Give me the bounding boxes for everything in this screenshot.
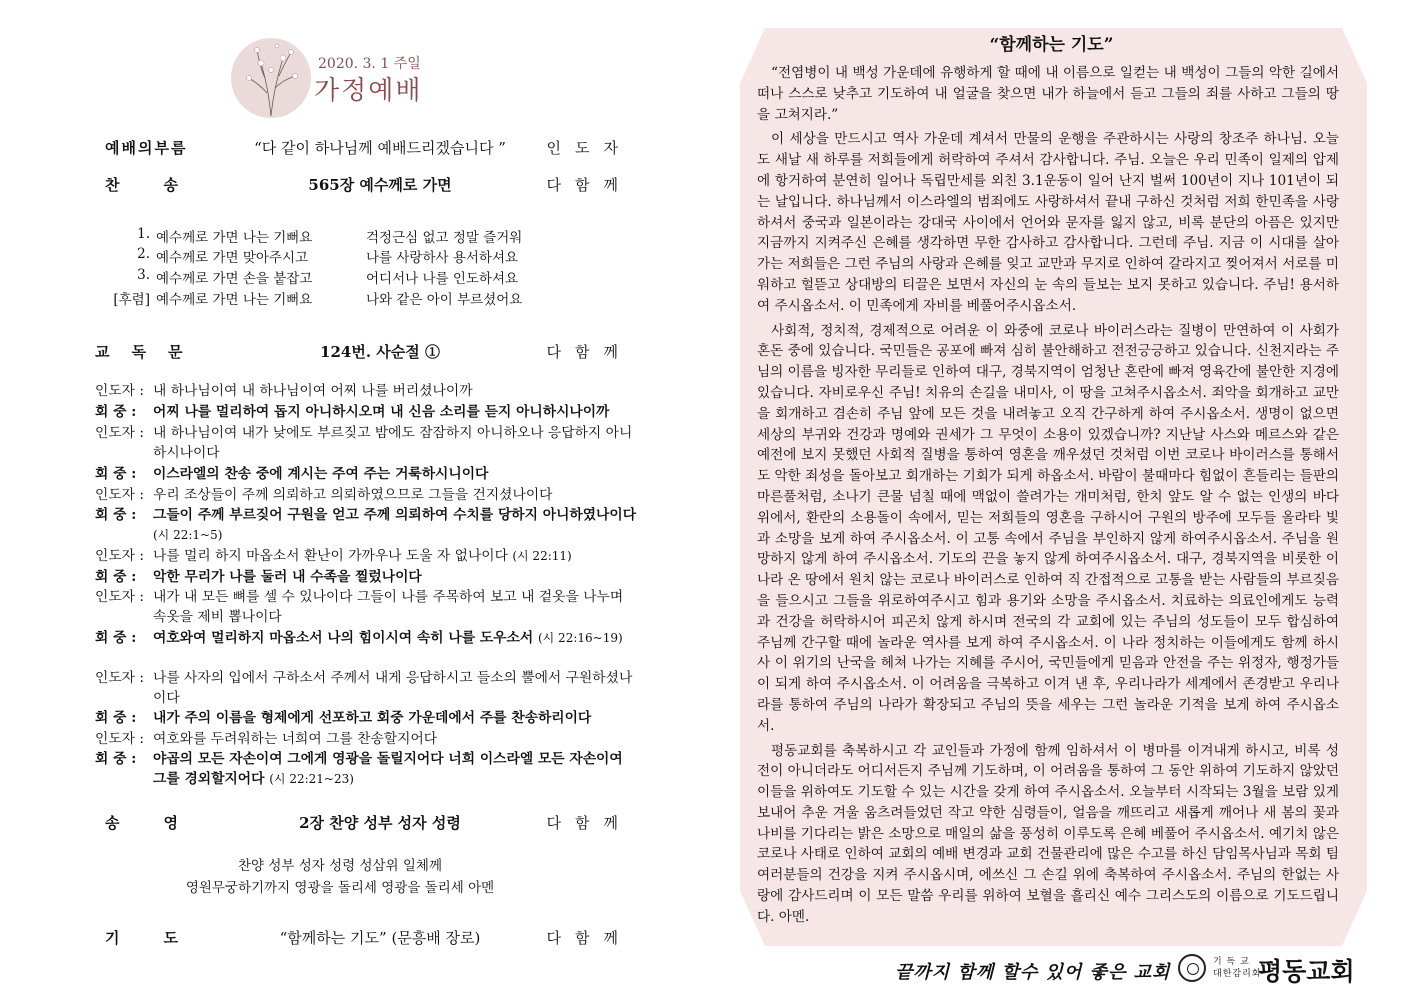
- flower-icon: [231, 38, 311, 118]
- page-title: 가정예배: [314, 76, 423, 106]
- responsive-reading-row: [95, 341, 640, 363]
- doxology-row: [95, 812, 640, 834]
- line-text: 이스라엘의 찬송 중에 계시는 주여 주는 거룩하시니이다: [153, 466, 489, 482]
- row-content: 2장 찬양 성부 성자 성령: [299, 814, 461, 832]
- row-label: 예배의부름: [105, 139, 188, 157]
- responsive-line: [95, 381, 640, 401]
- row-leader: 인도자: [546, 139, 632, 157]
- prayer-paragraph: 이 세상을 만드시고 역사 가운데 계셔서 만물의 운행을 주관하시는 사랑의 창조주 하나님. 오늘도 새날 새 하루를 저희들에게 허락하여 주셔서 감사합니다. 주님. 오늘은 우리 민족이 일제의 압제에 항거하여 분연히 일어나 독립만세를 외친 3.1운동이 일어 난지 벌써 100년이 지나 101년이 되는 날입니다. 하나님께서 이스라엘의 범죄에도 사랑하셔서 끝내 구하신 것처럼 저희 한민족을 사랑하셔서 중국과 일본이라는 강대국 사이에서 언어와 문자를 잃지 않고, 비록 분단의 아픔은 있지만 지금까지 지켜주신 은혜를 생각하면 무한 감사하고 감사합니다. 그런데 주님. 지금 이 시대를 살아가는 저희들은 그런 주님의 사랑과 은혜를 잊고 교만과 무지로 인하여 갈라지고 찢어져서 서로를 미워하고 헐뜯고 상대방의 티끌은 보면서 자신의 눈 속의 들보는 보지 못하고 있습니다. 주님! 용서하여 주시옵소서. 이 민족에게 자비를 베풀어주시옵소서.: [757, 131, 1339, 314]
- verse-line-b: 걱정근심 없고 정말 즐거워: [366, 230, 523, 246]
- line-text-wrap: [153, 708, 640, 728]
- row-leader: 다함께: [546, 929, 632, 947]
- line-text: 야곱의 모든 자손이여 그에게 영광을 돌릴지어다 너희 이스라엘 모든 자손이여 그를 경외할지어다: [153, 751, 623, 787]
- call-to-worship-row: [95, 137, 640, 159]
- church-slogan: 끝까지 함께 할수 있어 좋은 교회: [895, 962, 1171, 983]
- service-date: 2020. 3. 1 주일: [318, 56, 421, 72]
- row-content: 124번. 사순절 ①: [320, 343, 440, 361]
- hymn-verse: [108, 288, 548, 306]
- line-text: 우리 조상들이 주께 의뢰하고 의뢰하였으므로 그들을 건지셨나이다: [153, 487, 553, 503]
- speaker: 인도자 :: [95, 670, 145, 686]
- denomination-line: 대한감리회: [1213, 969, 1262, 979]
- scripture-reference: (시 22:1~5): [153, 528, 223, 542]
- line-text-wrap: [153, 464, 640, 484]
- prayer-row: [95, 927, 640, 949]
- speaker: 인도자 :: [95, 425, 145, 441]
- speaker: 인도자 :: [95, 731, 145, 747]
- speaker: 인도자 :: [95, 589, 145, 605]
- verse-line-b: 어디서나 나를 인도하셔요: [366, 271, 519, 287]
- line-text: 내가 내 모든 뼈를 셀 수 있나이다 그들이 나를 주목하여 보고 내 겉옷을 나누며 속옷을 제비 뽑나이다: [153, 589, 624, 625]
- speaker: 회 중 :: [95, 404, 137, 420]
- hymn-verse: [108, 226, 548, 244]
- line-text-wrap: [153, 628, 640, 648]
- line-text: 여호와여 멀리하지 마옵소서 나의 힘이시여 속히 나를 도우소서: [153, 630, 534, 646]
- line-text: 내 하나님이여 내가 낮에도 부르짖고 밤에도 잠잠하지 아니하오나 응답하지 아니하시나이다: [153, 425, 633, 461]
- prayer-paragraph: 사회적, 정치적, 경제적으로 어려운 이 와중에 코로나 바이러스라는 질병이 만연하여 이 사회가 혼돈 중에 있습니다. 국민들은 공포에 빠져 심히 불안해하고 전전긍긍하고 있습니다. 신천지라는 주님의 이름을 빙자한 무리들로 인하여 대구, 경북지역이 엄청난 혼란에 빠져 영육간에 불안한 지경에 있습니다. 자비로우신 주님! 치유의 손길을 내미사, 이 땅을 고쳐주시옵소서. 죄악을 회개하고 교만을 회개하고 겸손히 주님 앞에 모든 것을 내려놓고 오직 간구하게 하여 주시옵소서. 생명이 없으면 세상의 부귀와 건강과 명예와 권세가 그 무엇이 소용이 있겠습니까? 지난날 사스와 메르스와 같은 예전에 보지 못했던 사회적 질병을 통하여 영혼을 깨우셨던 것처럼 이번 코로나 바이러스를 통해서도 악한 죄성을 돌아보고 회개하는 기회가 되게 하옵소서. 바람이 불때마다 힘없이 흔들리는 들판의 마른풀처럼, 소나기 큰물 넘칠 때에 맥없이 쓸려가는 개미처럼, 한치 앞도 알 수 없는 인생의 바다 위에서, 환란의 소용돌이 속에서, 믿는 저희들의 영혼을 구하시어 구원의 방주에 모두들 올라타 빛과 소망을 보게 하여 주시옵소서. 이 고통 속에서 주님을 부인하지 않게 하여주시옵소서. 주님을 원망하지 않게 하여 주시옵소서. 기도의 끈을 놓지 않게 하여주시옵소서. 대구, 경북지역을 비롯한 이 나라 온 땅에서 원치 않는 코로나 바이러스로 인하여 직 간접적으로 고통을 받는 사람들의 부르짖음을 들으시고 그들을 위로하여주시고 힘과 용기와 소망을 주시옵소서. 치료하는 의료인에게도 능력과 건강을 허락하시어 피곤치 않게 하시며 전국의 각 교회에 있는 주님의 성도들이 모두 합심하여 주님께 간구할 때에 놀라운 역사를 보게 하여 주시옵소서. 이 나라 정치하는 이들에게도 함께 하시 사 이 위기의 난국을 헤쳐 나가는 지혜를 주시어, 국민들에게 믿음과 안전을 주는 위정자, 행정가들이 되게 하여 주시옵소서. 이 어려움을 극복하고 이겨 낸 후, 우리나라가 세계에서 존경받고 우리나라를 통하여 주님의 나라가 확장되고 주님의 뜻을 세우는 그런 놀라운 기적을 보게 하여 주시옵소서.: [757, 322, 1339, 734]
- methodist-seal-icon: [1178, 954, 1206, 982]
- line-text-wrap: [153, 402, 640, 422]
- line-text: 내 하나님이여 내 하나님이여 어찌 나를 버리셨나이까: [153, 383, 473, 399]
- hymn-verse: [108, 246, 548, 264]
- responsive-line: [95, 505, 640, 545]
- row-content: 565장 예수께로 가면: [308, 176, 452, 194]
- line-text: 내가 주의 이름을 형제에게 선포하고 회중 가운데에서 주를 찬송하리이다: [153, 710, 592, 726]
- line-text: 여호와를 두려워하는 너희여 그를 찬송할지어다: [153, 731, 438, 747]
- prayer-page: [700, 0, 1403, 992]
- line-text: 악한 무리가 나를 둘러 내 수족을 찔렀나이다: [153, 569, 422, 585]
- hymn-verse: [108, 267, 548, 285]
- responsive-line: [95, 546, 640, 566]
- verse-number: 2.: [137, 246, 150, 262]
- line-text: 나를 사자의 입에서 구하소서 주께서 내게 응답하시고 들소의 뿔에서 구원하셨나이다: [153, 670, 633, 706]
- speaker: 인도자 :: [95, 548, 145, 564]
- prayer-body: [757, 63, 1339, 932]
- responsive-line: [95, 587, 640, 627]
- line-text-wrap: [153, 587, 640, 627]
- row-label: 기도: [105, 929, 222, 947]
- responsive-line: [95, 423, 640, 463]
- verse-number: [후렴]: [113, 292, 150, 308]
- doxology-line: 영원무궁하기까지 영광을 돌리세 영광을 돌리세 아멘: [185, 880, 495, 896]
- line-text: 나를 멀리 하지 마옵소서 환난이 가까우나 도울 자 없나이다: [153, 548, 508, 564]
- line-text-wrap: [153, 546, 640, 566]
- responsive-line: [95, 729, 640, 749]
- denomination-label: [1213, 956, 1261, 980]
- responsive-line: [95, 402, 640, 422]
- speaker: 회 중 :: [95, 507, 137, 523]
- verse-line-b: 나를 사랑하사 용서하셔요: [366, 250, 519, 266]
- line-text-wrap: [153, 729, 640, 749]
- line-text-wrap: [153, 485, 640, 505]
- row-label: 교독문: [95, 343, 205, 361]
- row-content: “다 같이 하나님께 예배드리겠습니다 ”: [254, 139, 506, 157]
- line-text: 어찌 나를 멀리하여 돕지 아니하시오며 내 신음 소리를 듣지 아니하시나이까: [153, 404, 610, 420]
- speaker: 회 중 :: [95, 630, 137, 646]
- line-text-wrap: [153, 668, 640, 708]
- responsive-line: [95, 668, 640, 708]
- flower-illustration: [231, 38, 311, 118]
- responsive-line: [95, 485, 640, 505]
- responsive-line: [95, 628, 640, 648]
- prayer-title: “함께하는 기도”: [989, 35, 1114, 55]
- church-name: 평동교회: [1258, 957, 1355, 986]
- speaker: 회 중 :: [95, 569, 137, 585]
- speaker: 회 중 :: [95, 751, 137, 767]
- hymn-row: [95, 174, 640, 196]
- scripture-reference: (시 22:11): [512, 549, 572, 563]
- prayer-paragraph: “전염병이 내 백성 가운데에 유행하게 할 때에 내 이름으로 일컫는 내 백성이 그들의 악한 길에서 떠나 스스로 낮추고 기도하여 내 얼굴을 찾으면 내가 하늘에서 듣고 그들의 죄를 사하고 그들의 땅을 고쳐지라.”: [757, 65, 1339, 123]
- doxology-line: 찬양 성부 성자 성령 성삼위 일체께: [237, 858, 443, 874]
- verse-line-a: 예수께로 가면 맞아주시고: [156, 250, 309, 266]
- responsive-line: [95, 464, 640, 484]
- line-text-wrap: [153, 505, 640, 545]
- line-text-wrap: [153, 381, 640, 401]
- responsive-line: [95, 567, 640, 587]
- speaker: 인도자 :: [95, 383, 145, 399]
- denomination-line: 기 독 교: [1213, 957, 1250, 967]
- verse-line-a: 예수께로 가면 나는 기뻐요: [156, 230, 313, 246]
- row-leader: 다함께: [546, 343, 632, 361]
- row-leader: 다함께: [546, 176, 632, 194]
- prayer-paragraph: 평동교회를 축복하시고 각 교인들과 가정에 함께 임하셔서 이 병마를 이겨내게 하시고, 비록 성전이 아니더라도 어디서든지 주님께 기도하며, 이 어려움을 통하여 그 동안 위하여 기도하지 않았던 이들을 위하여도 기도할 수 있는 시간을 갖게 하여 주시옵소서. 오늘부터 시작되는 3월을 보람 있게 보내어 추운 겨울 움츠려들었던 작고 약한 심령들이, 얼음을 깨뜨리고 새롭게 깨어나 새 봄의 꽃과 나비를 기다리는 밝은 소망으로 매일의 삶을 풍성히 이루도록 은혜 베풀어 주시옵소서. 예기치 않은 코로나 사태로 인하여 교회의 예배 변경과 교회 건물관리에 많은 수고를 하신 담임목사님과 목회 팀 여러분들의 건강을 지켜 주시옵시며, 에쓰신 그 손길 위에 축복하여 주시옵소서. 주님의 한없는 사랑에 감사드리며 이 모든 말씀 우리를 위하여 보혈을 흘리신 예수 그리스도의 이름으로 기도드립니다. 아멘.: [757, 742, 1339, 925]
- verse-number: 3.: [137, 267, 150, 283]
- line-text: 그들이 주께 부르짖어 구원을 얻고 주께 의뢰하여 수치를 당하지 아니하였나이다: [153, 507, 637, 523]
- line-text-wrap: [153, 749, 640, 789]
- line-text-wrap: [153, 567, 640, 587]
- row-label: 찬송: [105, 176, 222, 194]
- verse-line-b: 나와 같은 아이 부르셨어요: [366, 292, 523, 308]
- row-content: “함께하는 기도” (문흥배 장로): [279, 929, 481, 947]
- scripture-reference: (시 22:21~23): [269, 772, 354, 786]
- responsive-line: [95, 749, 640, 789]
- row-leader: 다함께: [546, 814, 632, 832]
- scripture-reference: (시 22:16~19): [537, 631, 623, 645]
- row-label: 송영: [105, 814, 222, 832]
- order-of-worship-page: [0, 0, 700, 992]
- speaker: 인도자 :: [95, 487, 145, 503]
- doxology-text: [120, 855, 560, 899]
- verse-line-a: 예수께로 가면 손을 붙잡고: [156, 271, 313, 287]
- speaker: 회 중 :: [95, 466, 137, 482]
- verse-number: 1.: [137, 226, 150, 242]
- responsive-line: [95, 708, 640, 728]
- speaker: 회 중 :: [95, 710, 137, 726]
- line-text-wrap: [153, 423, 640, 463]
- verse-line-a: 예수께로 가면 나는 기뻐요: [156, 292, 313, 308]
